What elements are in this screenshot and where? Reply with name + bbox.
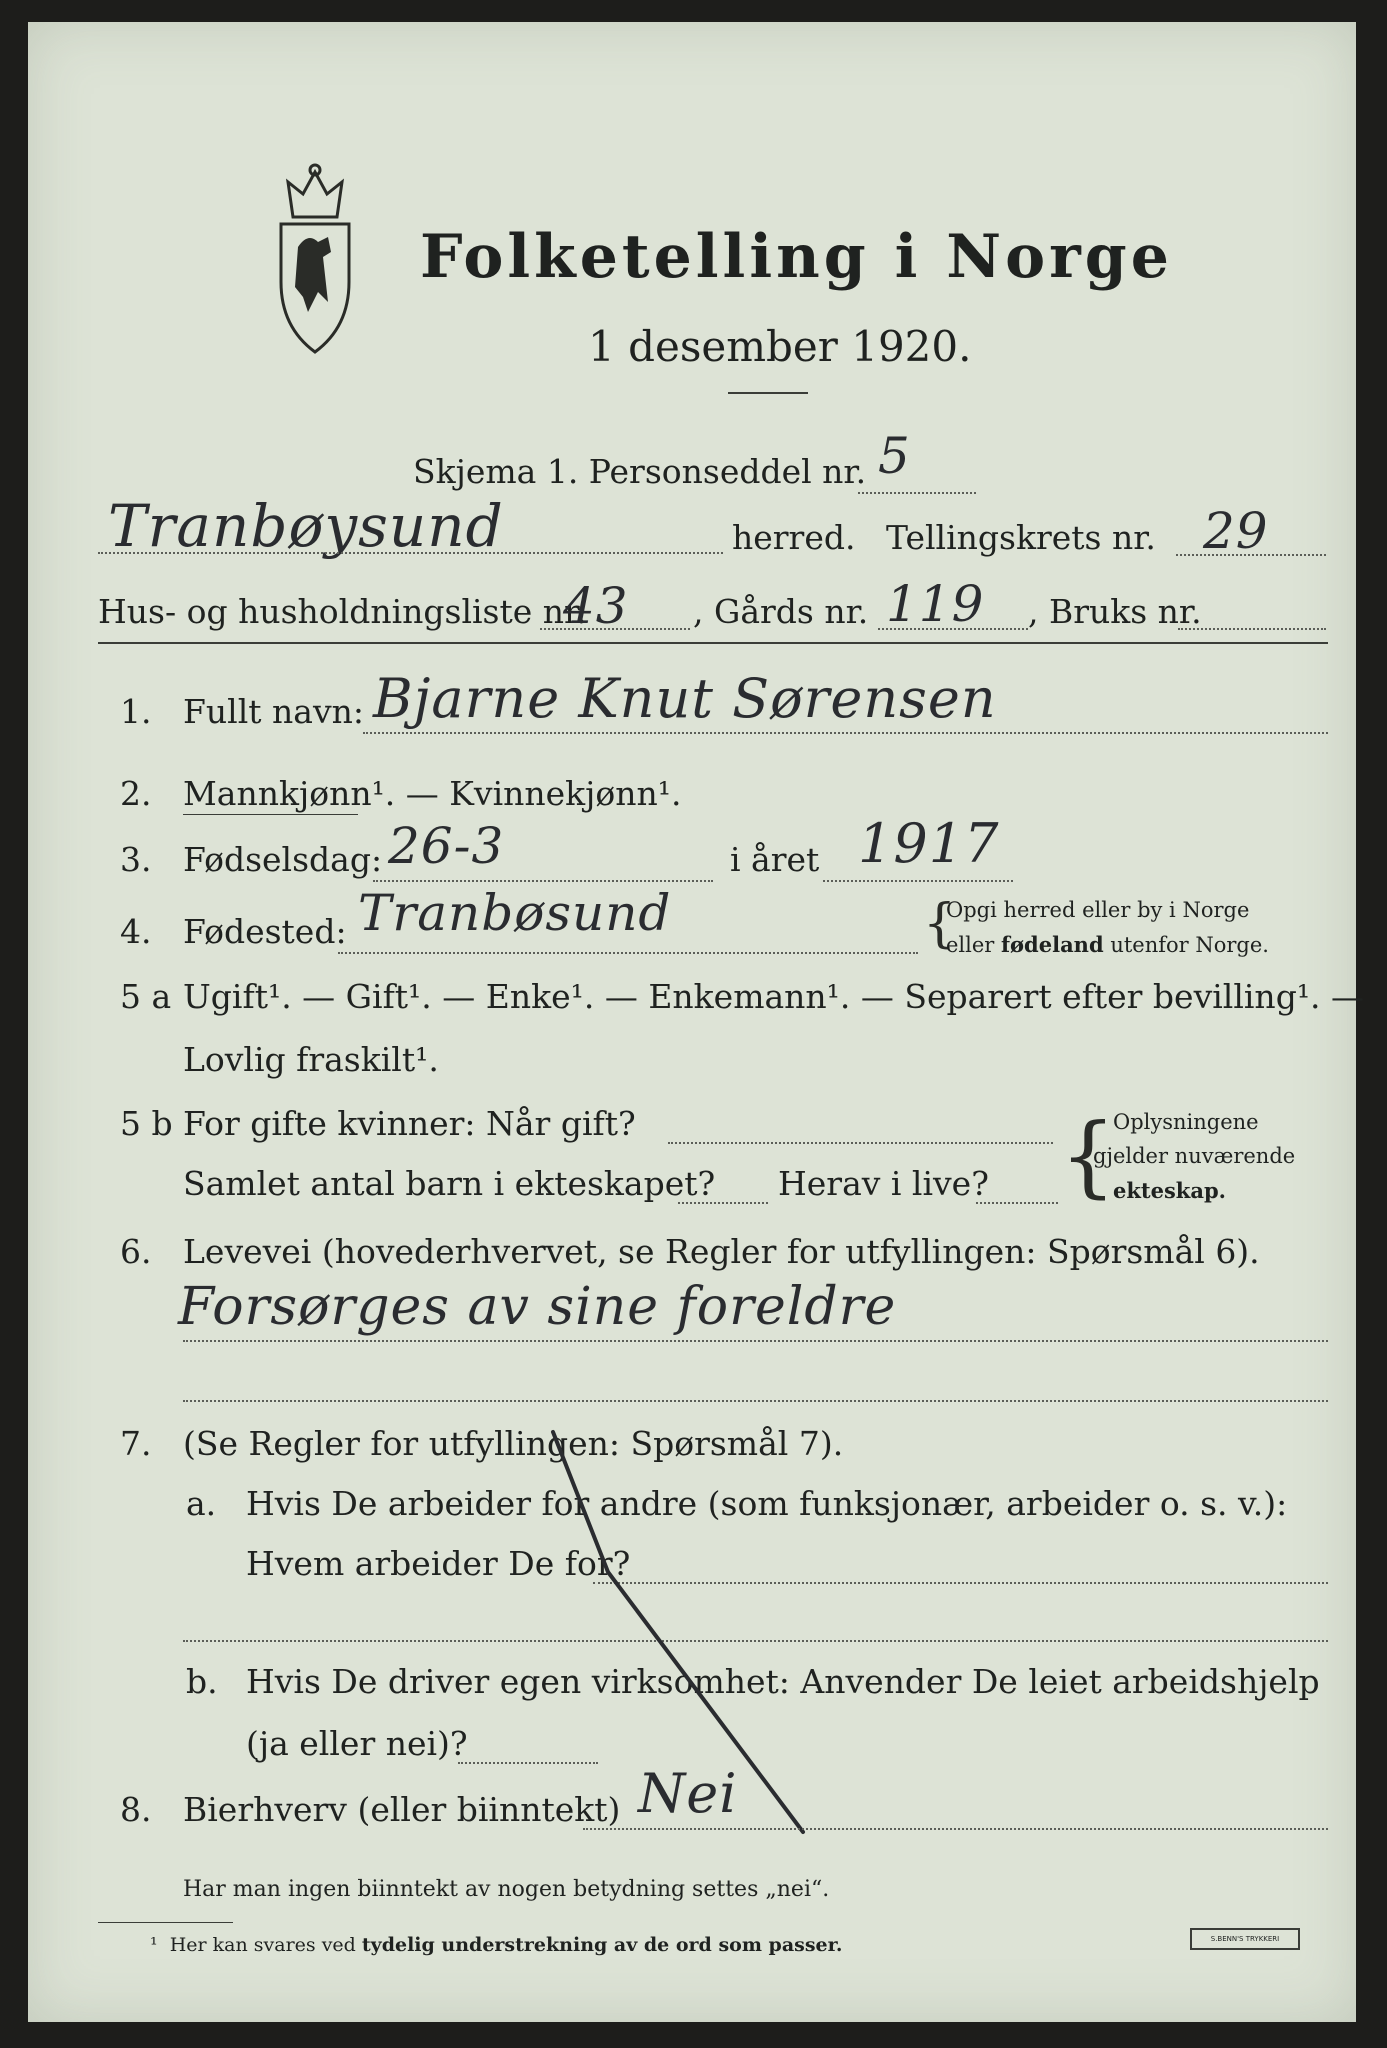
footnote: ¹ Her kan svares ved tydelig understrekning av de ord som passer. bbox=[150, 1934, 843, 1956]
header-divider bbox=[98, 642, 1328, 644]
birth-year-value: 1917 bbox=[858, 812, 1000, 875]
birthplace-value: Tranbøsund bbox=[358, 884, 672, 942]
side-income-value: Nei bbox=[638, 1762, 738, 1825]
q5b-children-label: Samlet antal barn i ekteskapet? bbox=[183, 1164, 716, 1203]
q4-brace: { bbox=[923, 894, 957, 954]
herred-label: herred. bbox=[732, 518, 856, 557]
q4-note-line2: eller fødeland utenfor Norge. bbox=[946, 932, 1269, 957]
q4-number: 4. bbox=[120, 912, 152, 951]
q7a-question: Hvis De arbeider for andre (som funksjonær, arbeider o. s. v.): bbox=[246, 1484, 1288, 1523]
husholdningsliste-label: Hus- og husholdningsliste nr. bbox=[98, 592, 587, 631]
q6-label: Levevei (hovederhvervet, se Regler for utfyllingen: Spørsmål 6). bbox=[183, 1232, 1260, 1271]
q5a-marital-options-cont: Lovlig fraskilt¹. bbox=[183, 1040, 439, 1079]
q5b-married-label: For gifte kvinner: Når gift? bbox=[183, 1104, 636, 1143]
q4-label: Fødested: bbox=[183, 912, 347, 951]
q6-field-line-1 bbox=[183, 1340, 1328, 1342]
q6-field-line-2 bbox=[183, 1400, 1328, 1402]
q5b-alive-field-line bbox=[976, 1202, 1058, 1204]
q5a-marital-options: Ugift¹. — Gift¹. — Enke¹. — Enkemann¹. — Separert efter bevilling¹. — bbox=[183, 977, 1365, 1016]
q7-label: (Se Regler for utfyllingen: Spørsmål 7). bbox=[183, 1424, 844, 1463]
census-date: 1 desember 1920. bbox=[588, 322, 972, 371]
birthday-value: 26-3 bbox=[388, 817, 505, 875]
q5b-note-line1: Oplysningene bbox=[1113, 1110, 1259, 1134]
footer-note: Har man ingen biinntekt av nogen betydning settes „nei“. bbox=[183, 1877, 830, 1902]
q7a-number: a. bbox=[186, 1484, 217, 1523]
gards-nr-value: 119 bbox=[886, 575, 985, 633]
q7b-question: Hvis De driver egen virksomhet: Anvender De leiet arbeidshjelp bbox=[246, 1662, 1320, 1701]
footnote-divider bbox=[98, 1922, 233, 1923]
husholdningsliste-nr-value: 43 bbox=[563, 577, 629, 635]
q3-year-label: i året bbox=[730, 840, 820, 879]
form-title: Folketelling i Norge bbox=[420, 222, 1173, 292]
norwegian-coat-of-arms-icon bbox=[273, 162, 358, 357]
q8-label: Bierhverv (eller biinntekt) bbox=[183, 1790, 621, 1829]
q6-number: 6. bbox=[120, 1232, 152, 1271]
q3-number: 3. bbox=[120, 840, 152, 879]
title-divider bbox=[728, 392, 808, 394]
q1-label: Fullt navn: bbox=[183, 692, 364, 731]
gards-label: , Gårds nr. bbox=[693, 592, 869, 631]
q3-label: Fødselsdag: bbox=[183, 840, 383, 879]
tellingskrets-nr-value: 29 bbox=[1203, 502, 1269, 560]
q5a-number: 5 a bbox=[120, 977, 172, 1016]
q4-note-line1: Opgi herred eller by i Norge bbox=[946, 898, 1250, 922]
q5b-note-line3: ekteskap. bbox=[1113, 1178, 1226, 1203]
q5b-number: 5 b bbox=[120, 1104, 173, 1143]
q1-number: 1. bbox=[120, 692, 152, 731]
q7b-yes-no-label: (ja eller nei)? bbox=[246, 1724, 468, 1763]
q7a-employer-label: Hvem arbeider De for? bbox=[246, 1544, 631, 1583]
q5b-children-field-line bbox=[678, 1202, 768, 1204]
mannkjonn-underline bbox=[183, 814, 358, 815]
q3-birthday-field-line bbox=[373, 880, 713, 882]
q5b-married-field-line bbox=[668, 1142, 1053, 1144]
q1-field-line bbox=[363, 732, 1328, 734]
q8-number: 8. bbox=[120, 1790, 152, 1829]
herred-field-line bbox=[98, 552, 723, 554]
q5b-brace: { bbox=[1060, 1104, 1116, 1207]
q7b-number: b. bbox=[186, 1662, 218, 1701]
personseddel-nr-value: 5 bbox=[878, 427, 911, 485]
occupation-value: Forsørges av sine foreldre bbox=[178, 1277, 897, 1337]
census-form-sheet bbox=[28, 22, 1365, 2022]
q5b-alive-label: Herav i live? bbox=[778, 1164, 989, 1203]
skjema-label: Skjema 1. Personseddel nr. bbox=[413, 452, 867, 491]
q8-field-line bbox=[583, 1828, 1328, 1830]
tellingskrets-label: Tellingskrets nr. bbox=[886, 518, 1156, 557]
q7-number: 7. bbox=[120, 1424, 152, 1463]
bruks-label: , Bruks nr. bbox=[1028, 592, 1202, 631]
herred-name-value: Tranbøysund bbox=[108, 492, 504, 560]
personseddel-field-line bbox=[858, 492, 976, 494]
q2-number: 2. bbox=[120, 774, 152, 813]
q5b-note-line2: gjelder nuværende bbox=[1093, 1144, 1296, 1168]
full-name-value: Bjarne Knut Sørensen bbox=[373, 667, 997, 730]
printer-stamp: S.BENN'S TRYKKERI bbox=[1190, 1928, 1300, 1950]
q2-gender-options: Mannkjønn¹. — Kvinnekjønn¹. bbox=[183, 774, 682, 813]
q3-year-field-line bbox=[823, 880, 1013, 882]
bruks-field-line bbox=[1178, 628, 1326, 630]
q4-field-line bbox=[338, 952, 918, 954]
